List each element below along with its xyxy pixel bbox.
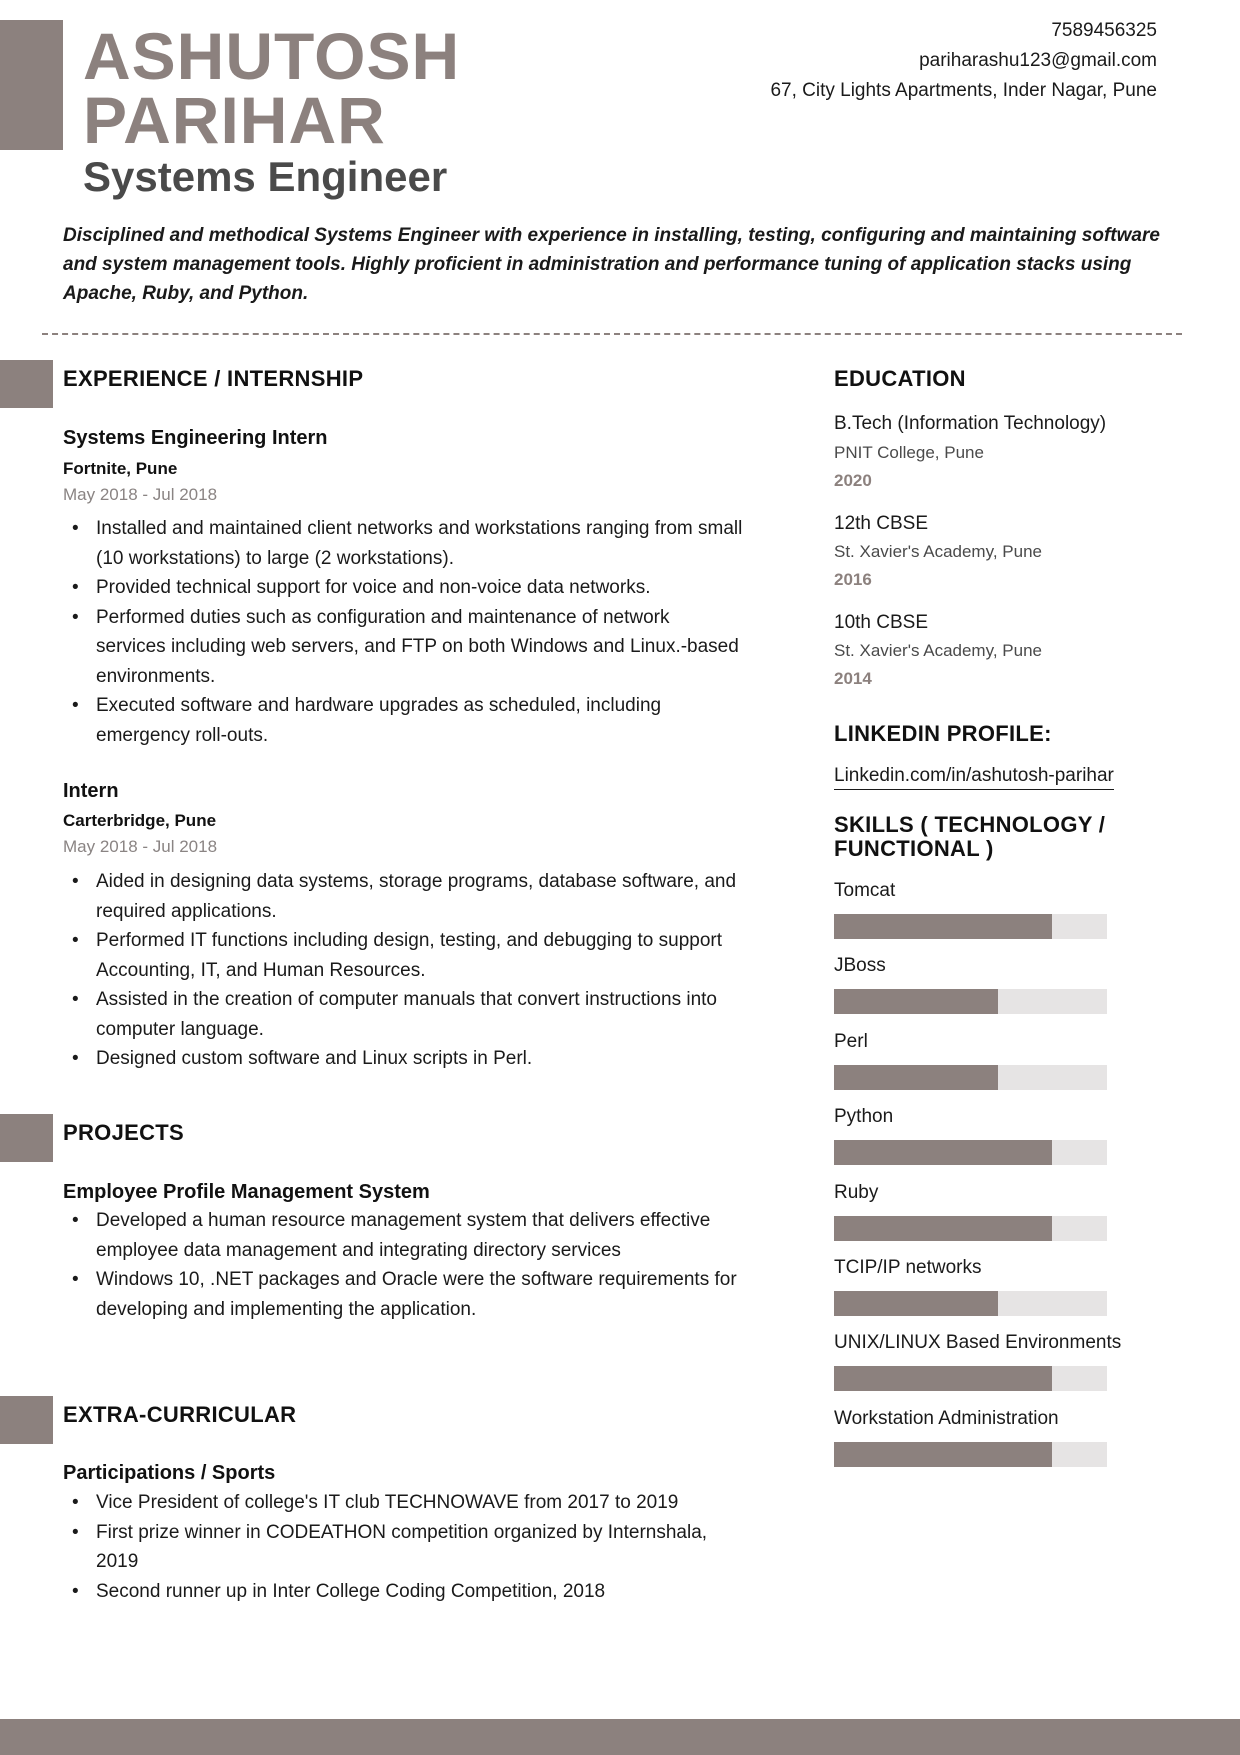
- skill-bar-fill: [834, 1065, 998, 1090]
- list-item: • Vice President of college's IT club TECHNOWAVE from 2017 to 2019: [63, 1488, 743, 1518]
- experience-heading: EXPERIENCE / INTERNSHIP: [63, 366, 364, 391]
- list-item: • Performed IT functions including design, testing, and debugging to support Accounting, IT, and Human Resources.: [63, 926, 743, 985]
- list-item: • Performed duties such as configuration and maintenance of network services including web servers, and FTP on both Windows and Linux.-based environments.: [63, 603, 743, 692]
- list-item: • First prize winner in CODEATHON competition organized by Internshala, 2019: [63, 1518, 743, 1577]
- contact-info: [770, 16, 1157, 106]
- footer-bar: [0, 1719, 1240, 1755]
- skill-bar-track: [834, 1065, 1107, 1090]
- job-1-bullets: [63, 514, 743, 750]
- skill-bar-track: [834, 1216, 1107, 1241]
- education-2-school: St. Xavier's Academy, Pune: [834, 542, 1042, 561]
- extracurricular-accent-bar: [0, 1396, 53, 1444]
- projects-accent-bar: [0, 1114, 53, 1162]
- education-1-school: PNIT College, Pune: [834, 443, 984, 462]
- education-3-degree: 10th CBSE: [834, 612, 928, 633]
- skills-heading: [834, 813, 1105, 861]
- skill-bar-track: [834, 914, 1107, 939]
- projects-heading: PROJECTS: [63, 1120, 184, 1145]
- education-3-year: 2014: [834, 669, 872, 688]
- skill-bar-track: [834, 1140, 1107, 1165]
- skills-heading-line-2: FUNCTIONAL ): [834, 836, 994, 861]
- skill-name: JBoss: [834, 955, 886, 977]
- list-item: • Assisted in the creation of computer manuals that convert instructions into computer language.: [63, 985, 743, 1044]
- skill-bar-fill: [834, 1366, 1052, 1391]
- skill-bar-fill: [834, 1140, 1052, 1165]
- education-2-year: 2016: [834, 570, 872, 589]
- last-name: PARIHAR: [83, 83, 386, 157]
- list-item: • Aided in designing data systems, storage programs, database software, and required applications.: [63, 867, 743, 926]
- list-item: • Provided technical support for voice and non-voice data networks.: [63, 573, 743, 603]
- extracurricular-1-bullets: [63, 1488, 743, 1606]
- list-item: • Second runner up in Inter College Coding Competition, 2018: [63, 1577, 743, 1607]
- skill-bar-track: [834, 1291, 1107, 1316]
- job-1-dates: May 2018 - Jul 2018: [63, 485, 218, 504]
- section-divider: [42, 333, 1182, 335]
- skill-name: UNIX/LINUX Based Environments: [834, 1332, 1122, 1354]
- professional-summary: Disciplined and methodical Systems Engineer with experience in installing, testing, configuring and maintaining software and system management tools. Highly proficient in administration and performance tuning of application stacks using Apache, Ruby, and Python.: [63, 225, 1160, 304]
- candidate-name: [83, 19, 461, 157]
- skill-name: Perl: [834, 1030, 868, 1052]
- list-item: • Executed software and hardware upgrades as scheduled, including emergency roll-outs.: [63, 691, 743, 750]
- education-heading: EDUCATION: [834, 366, 966, 391]
- job-1-title: Systems Engineering Intern: [63, 427, 328, 449]
- list-item: • Developed a human resource management system that delivers effective employee data management and integrating directory services: [63, 1206, 743, 1265]
- skill-bar-track: [834, 1442, 1107, 1467]
- skills-heading-line-1: SKILLS ( TECHNOLOGY /: [834, 812, 1106, 837]
- job-2-bullets: [63, 867, 743, 1074]
- list-item: • Installed and maintained client networks and workstations ranging from small (10 workstations) to large (2 workstations).: [63, 514, 743, 573]
- header-accent-bar: [0, 20, 63, 150]
- job-2-title: Intern: [63, 780, 119, 802]
- skill-bar-fill: [834, 989, 998, 1014]
- address: 67, City Lights Apartments, Inder Nagar, Pune: [770, 80, 1157, 101]
- skill-name: Python: [834, 1106, 894, 1128]
- email: pariharashu123@gmail.com: [919, 50, 1157, 71]
- job-2-dates: May 2018 - Jul 2018: [63, 837, 218, 856]
- job-2-company: Carterbridge, Pune: [63, 811, 217, 830]
- experience-accent-bar: [0, 360, 53, 408]
- linkedin-heading: LINKEDIN PROFILE:: [834, 721, 1052, 746]
- list-item: • Designed custom software and Linux scripts in Perl.: [63, 1044, 743, 1074]
- project-1-bullets: [63, 1206, 743, 1324]
- education-1-year: 2020: [834, 471, 872, 490]
- linkedin-link[interactable]: Linkedin.com/in/ashutosh-parihar: [834, 765, 1114, 790]
- skill-bar-track: [834, 989, 1107, 1014]
- job-title-headline: Systems Engineer: [83, 153, 448, 200]
- phone: 7589456325: [1051, 20, 1157, 41]
- skill-bar-fill: [834, 1442, 1052, 1467]
- skill-name: Workstation Administration: [834, 1407, 1059, 1429]
- extracurricular-1-title: Participations / Sports: [63, 1462, 276, 1484]
- skill-bar-fill: [834, 1291, 998, 1316]
- skill-name: TCIP/IP networks: [834, 1257, 982, 1278]
- project-1-title: Employee Profile Management System: [63, 1181, 430, 1203]
- first-name: ASHUTOSH: [83, 19, 461, 93]
- job-1-company: Fortnite, Pune: [63, 459, 178, 478]
- skill-bar-track: [834, 1366, 1107, 1391]
- education-2-degree: 12th CBSE: [834, 513, 928, 534]
- skill-name: Ruby: [834, 1181, 879, 1203]
- extracurricular-heading: EXTRA-CURRICULAR: [63, 1402, 297, 1427]
- skill-bar-fill: [834, 914, 1052, 939]
- skill-bar-fill: [834, 1216, 1052, 1241]
- skill-name: Tomcat: [834, 880, 896, 901]
- education-3-school: St. Xavier's Academy, Pune: [834, 641, 1042, 660]
- education-1-degree: B.Tech (Information Technology): [834, 413, 1107, 434]
- list-item: • Windows 10, .NET packages and Oracle were the software requirements for developing and implementing the application.: [63, 1265, 743, 1324]
